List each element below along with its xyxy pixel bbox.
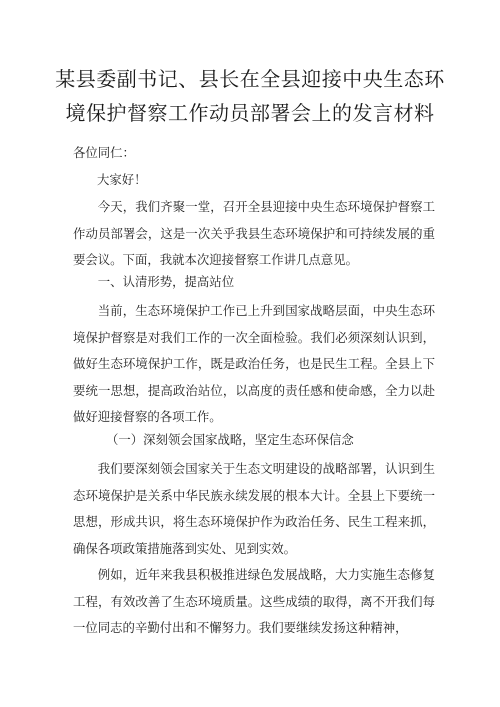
subsection-1-paragraph: 我们要深刻领会国家关于生态文明建设的战略部署，认识到生态环境保护是关系中华民族永续发展的根本大计。全县上下要统一思想，形成共识，将生态环境保护作为政治任务、民生工程来抓，确保各项政策措施落到实处、见到实效。 (73, 461, 435, 556)
title-line-1: 某县委副书记、县长在全县迎接中央生态环 (55, 67, 445, 91)
example-paragraph: 例如，近年来我县积极推进绿色发展战略，大力实施生态修复工程，有效改善了生态环境质量。这些成绩的取得，离不开我们每一位同志的辛勤付出和不懈努力。我们要继续发扬这种精神， (73, 567, 435, 635)
document-title (40, 62, 460, 130)
salutation: 大家好！ (97, 172, 147, 187)
intro-paragraph: 今天，我们齐聚一堂，召开全县迎接中央生态环境保护督察工作动员部署会，这是一次关乎我县生态环境保护和可持续发展的重要会议。下面，我就本次迎接督察工作讲几点意见。 (73, 199, 435, 267)
title-line-2: 境保护督察工作动员部署会上的发言材料 (65, 101, 435, 125)
subsection-heading-1: （一）深刻领会国家战略，坚定生态环保信念 (106, 432, 354, 447)
section-1-paragraph: 当前，生态环境保护工作已上升到国家战略层面，中央生态环境保护督察是对我们工作的一次全面检验。我们必须深刻认识到，做好生态环境保护工作，既是政治任务，也是民生工程。全县上下要统一思想，提高政治站位，以高度的责任感和使命感，全力以赴做好迎接督察的各项工作。 (73, 303, 435, 424)
section-heading-1: 一、认清形势，提高站位 (97, 274, 235, 289)
greeting: 各位同仁： (73, 145, 135, 160)
